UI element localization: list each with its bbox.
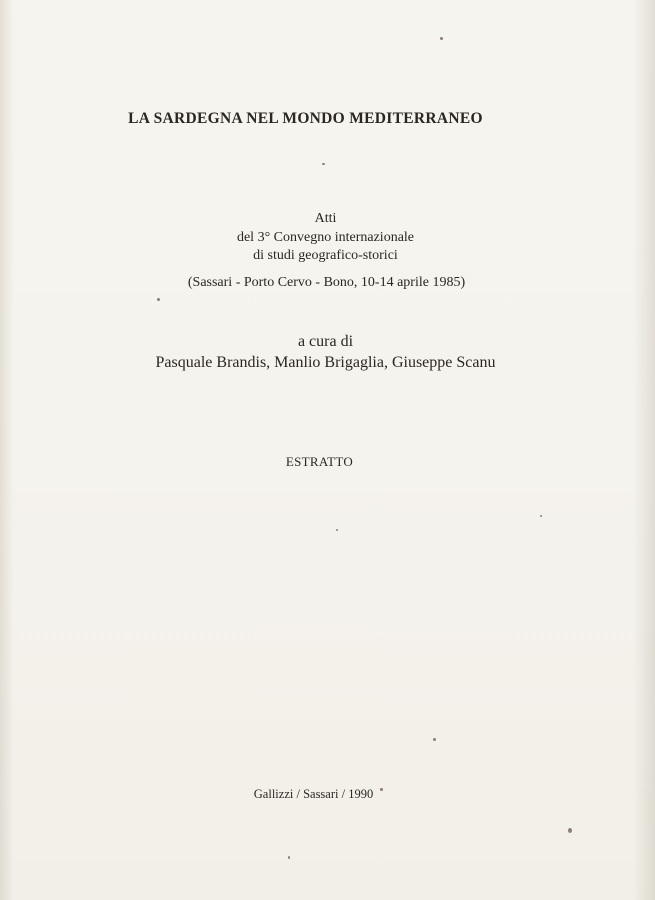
paper-speck: [336, 529, 338, 531]
paper-speck: [433, 738, 436, 741]
studies-line: di studi geografico-storici: [253, 248, 398, 263]
paper-speck: [288, 856, 290, 859]
paper-speck: [157, 298, 160, 301]
paper-edge-left: [0, 0, 14, 900]
publisher-imprint: Gallizzi / Sassari / 1990: [253, 787, 374, 801]
paper-edge-right: [633, 0, 655, 900]
edited-by-label: a cura di: [297, 333, 354, 350]
paper-speck: [380, 788, 383, 791]
venue-dates-line: (Sassari - Porto Cervo - Bono, 10-14 aprile 1985): [187, 275, 466, 290]
book-title: LA SARDEGNA NEL MONDO MEDITERRANEO: [128, 110, 483, 127]
paper-speck: [440, 37, 443, 40]
proceedings-label: Atti: [314, 211, 337, 226]
offprint-label: ESTRATTO: [285, 454, 354, 469]
paper-speck: [568, 828, 572, 833]
conference-line: del 3° Convegno internazionale: [236, 230, 415, 245]
paper-speck: [540, 515, 542, 517]
editors-names: Pasquale Brandis, Manlio Brigaglia, Giuseppe Scanu: [155, 354, 496, 371]
paper-speck: [322, 163, 325, 165]
